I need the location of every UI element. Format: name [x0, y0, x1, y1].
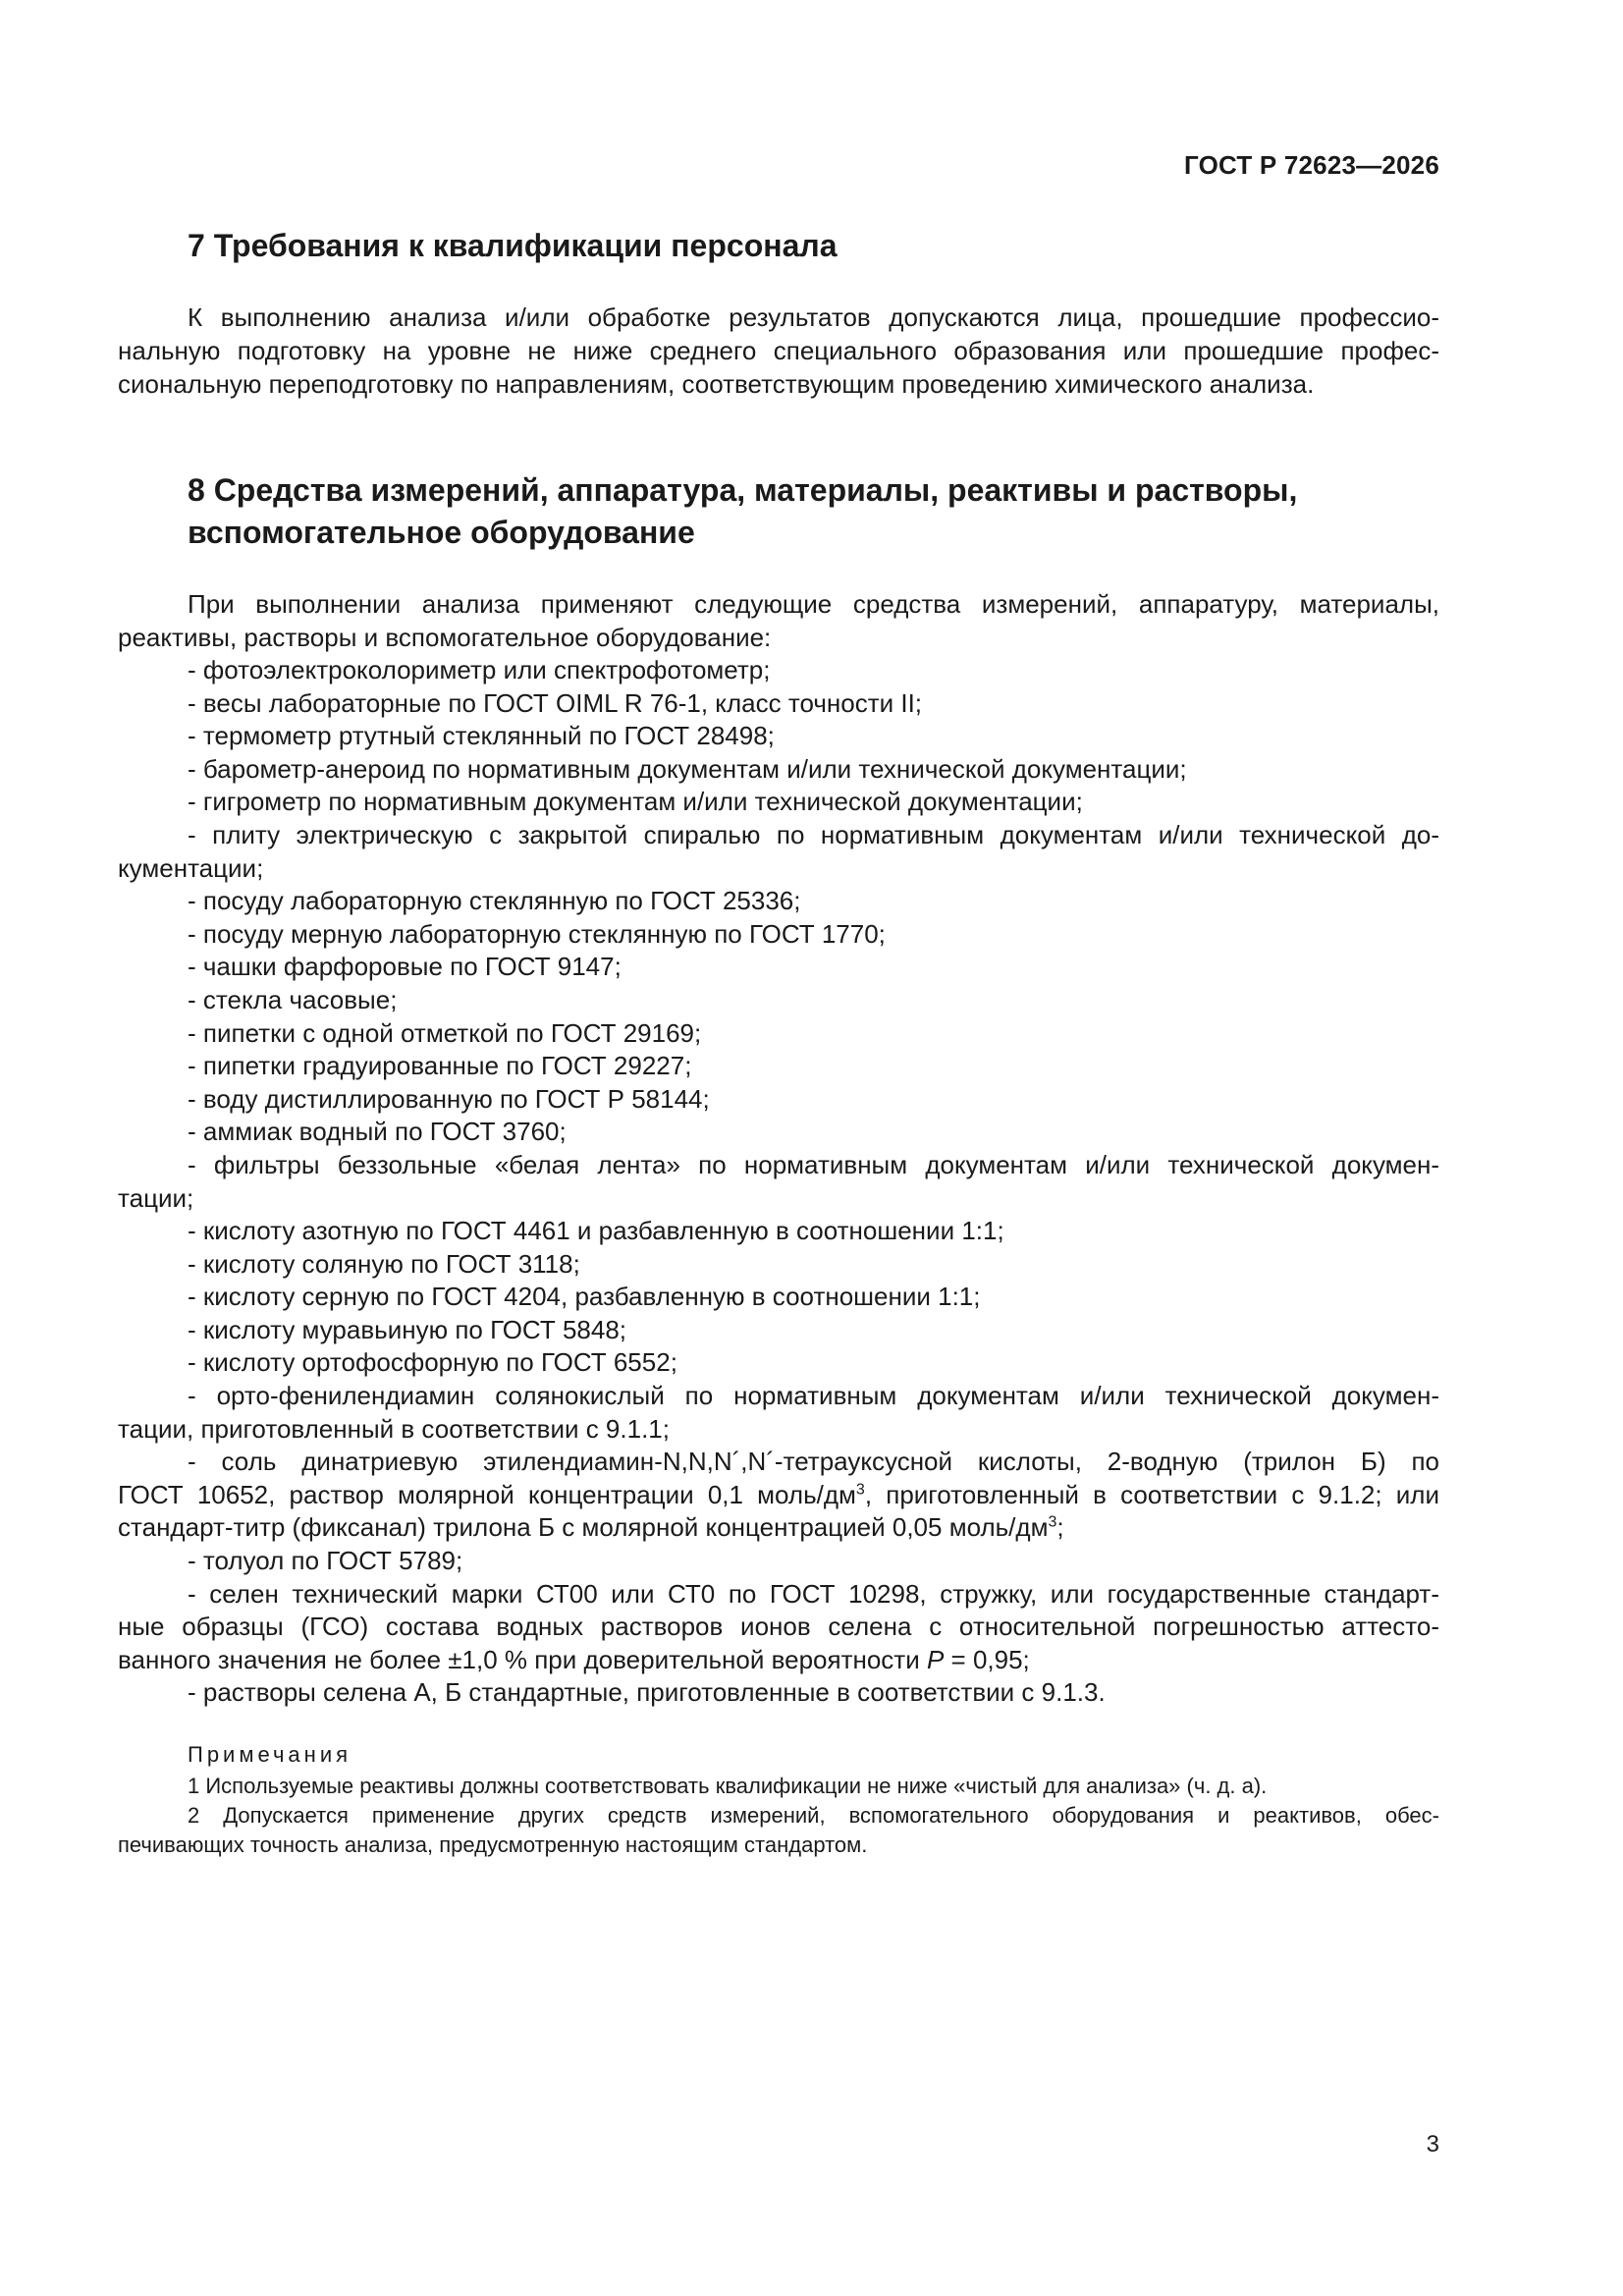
- list-item: - термометр ртутный стеклянный по ГОСТ 28498;: [188, 721, 775, 751]
- list-item: - посуду мерную лабораторную стеклянную по ГОСТ 1770;: [188, 918, 886, 949]
- notes-heading: Примечания: [188, 1742, 352, 1767]
- list-item: - весы лабораторные по ГОСТ OIML R 76-1, класс точности II;: [188, 687, 923, 718]
- list-item: - селен технический марки СТ00 или СТ0 по ГОСТ 10298, стружку, или государственные стандарт- ные образцы (ГСО) состава водных растворов ионов селена с относительной погрешностью аттесто- ванного значения не более ±1,0 % при доверительной вероятности P = 0,95;: [118, 1578, 1439, 1674]
- notes-block: [118, 1740, 1439, 1860]
- list-item: - воду дистиллированную по ГОСТ Р 58144;: [188, 1083, 710, 1114]
- list-item: - толуол по ГОСТ 5789;: [188, 1546, 463, 1576]
- section-8-title-line: вспомогательное оборудование: [188, 515, 695, 550]
- note-line: 1 Используемые реактивы должны соответствовать квалификации не ниже «чистый для анализа» (ч. д. а).: [188, 1774, 1268, 1798]
- note-line: печивающих точность анализа, предусмотренную настоящим стандартом.: [118, 1832, 868, 1857]
- standard-code: ГОСТ Р 72623—2026: [1184, 150, 1439, 180]
- list-item: - растворы селена А, Б стандартные, приготовленные в соответствии с 9.1.3.: [188, 1677, 1106, 1708]
- list-item: - посуду лабораторную стеклянную по ГОСТ 25336;: [188, 886, 801, 916]
- list-item: - плиту электрическую с закрытой спиралью по нормативным документам и/или технической до- кументации;: [118, 819, 1439, 883]
- list-item: - кислоту соляную по ГОСТ 3118;: [188, 1248, 580, 1279]
- list-item: - фотоэлектроколориметр или спектрофотометр;: [188, 655, 771, 684]
- page-number: 3: [1426, 2131, 1439, 2158]
- list-item: - пипетки градуированные по ГОСТ 29227;: [188, 1051, 692, 1081]
- list-item: - орто-фенилендиамин солянокислый по нормативным документам и/или технической докумен- тации, приготовленный в соответствии с 9.1.1;: [118, 1381, 1439, 1444]
- paragraph-line: При выполнении анализа применяют следующие средства измерений, аппаратуру, материалы,: [188, 589, 1439, 619]
- paragraph-line: сиональную переподготовку по направлениям, соответствующим проведению химического анализа.: [118, 369, 1315, 399]
- section-8-title-line: 8 Средства измерений, аппаратура, материалы, реактивы и растворы,: [188, 472, 1298, 508]
- list-item: - аммиак водный по ГОСТ 3760;: [188, 1117, 567, 1147]
- list-item: - кислоту азотную по ГОСТ 4461 и разбавленную в соотношении 1:1;: [188, 1216, 1004, 1246]
- section-7-title: 7 Требования к квалификации персонала: [188, 228, 838, 263]
- section-8-intro: [118, 587, 1439, 654]
- list-item: - гигрометр по нормативным документам и/или технической документации;: [188, 787, 1083, 817]
- list-item: - чашки фарфоровые по ГОСТ 9147;: [188, 952, 622, 982]
- list-item: - кислоту ортофосфорную по ГОСТ 6552;: [188, 1347, 677, 1378]
- list-item: - барометр-анероид по нормативным документам и/или технической документации;: [188, 753, 1187, 784]
- paragraph-line: реактивы, растворы и вспомогательное оборудование:: [118, 623, 772, 652]
- equipment-list: [118, 654, 1439, 1710]
- paragraph-line: нальную подготовку на уровне не ниже среднего специального образования или прошедшие профес-: [118, 336, 1439, 365]
- note-line: 2 Допускается применение других средств измерений, вспомогательного оборудования и реактивов, обес-: [188, 1803, 1439, 1828]
- list-item: - кислоту серную по ГОСТ 4204, разбавленную в соотношении 1:1;: [188, 1282, 981, 1312]
- section-8-title: [188, 469, 1464, 554]
- paragraph-line: К выполнению анализа и/или обработке результатов допускаются лица, прошедшие профессио-: [188, 302, 1439, 332]
- list-item: - кислоту муравьиную по ГОСТ 5848;: [188, 1314, 627, 1344]
- list-item: - соль динатриевую этилендиамин-N,N,N´,N´-тетрауксусной кислоты, 2-водную (трилон Б) по ГОСТ 10652, раствор молярной концентрации 0,1 моль/$дм^3$, приготовленный в соответствии с 9.1.2; или стандарт-титр (фиксанал) трилона Б с молярной концентрацией 0,05 моль/$дм^3$;: [118, 1447, 1439, 1543]
- list-item: - пипетки с одной отметкой по ГОСТ 29169;: [188, 1017, 702, 1048]
- list-item: - стекла часовые;: [188, 984, 398, 1014]
- section-7-paragraph: [118, 301, 1439, 401]
- list-item: - фильтры беззольные «белая лента» по нормативным документам и/или технической докумен- тации;: [118, 1149, 1439, 1213]
